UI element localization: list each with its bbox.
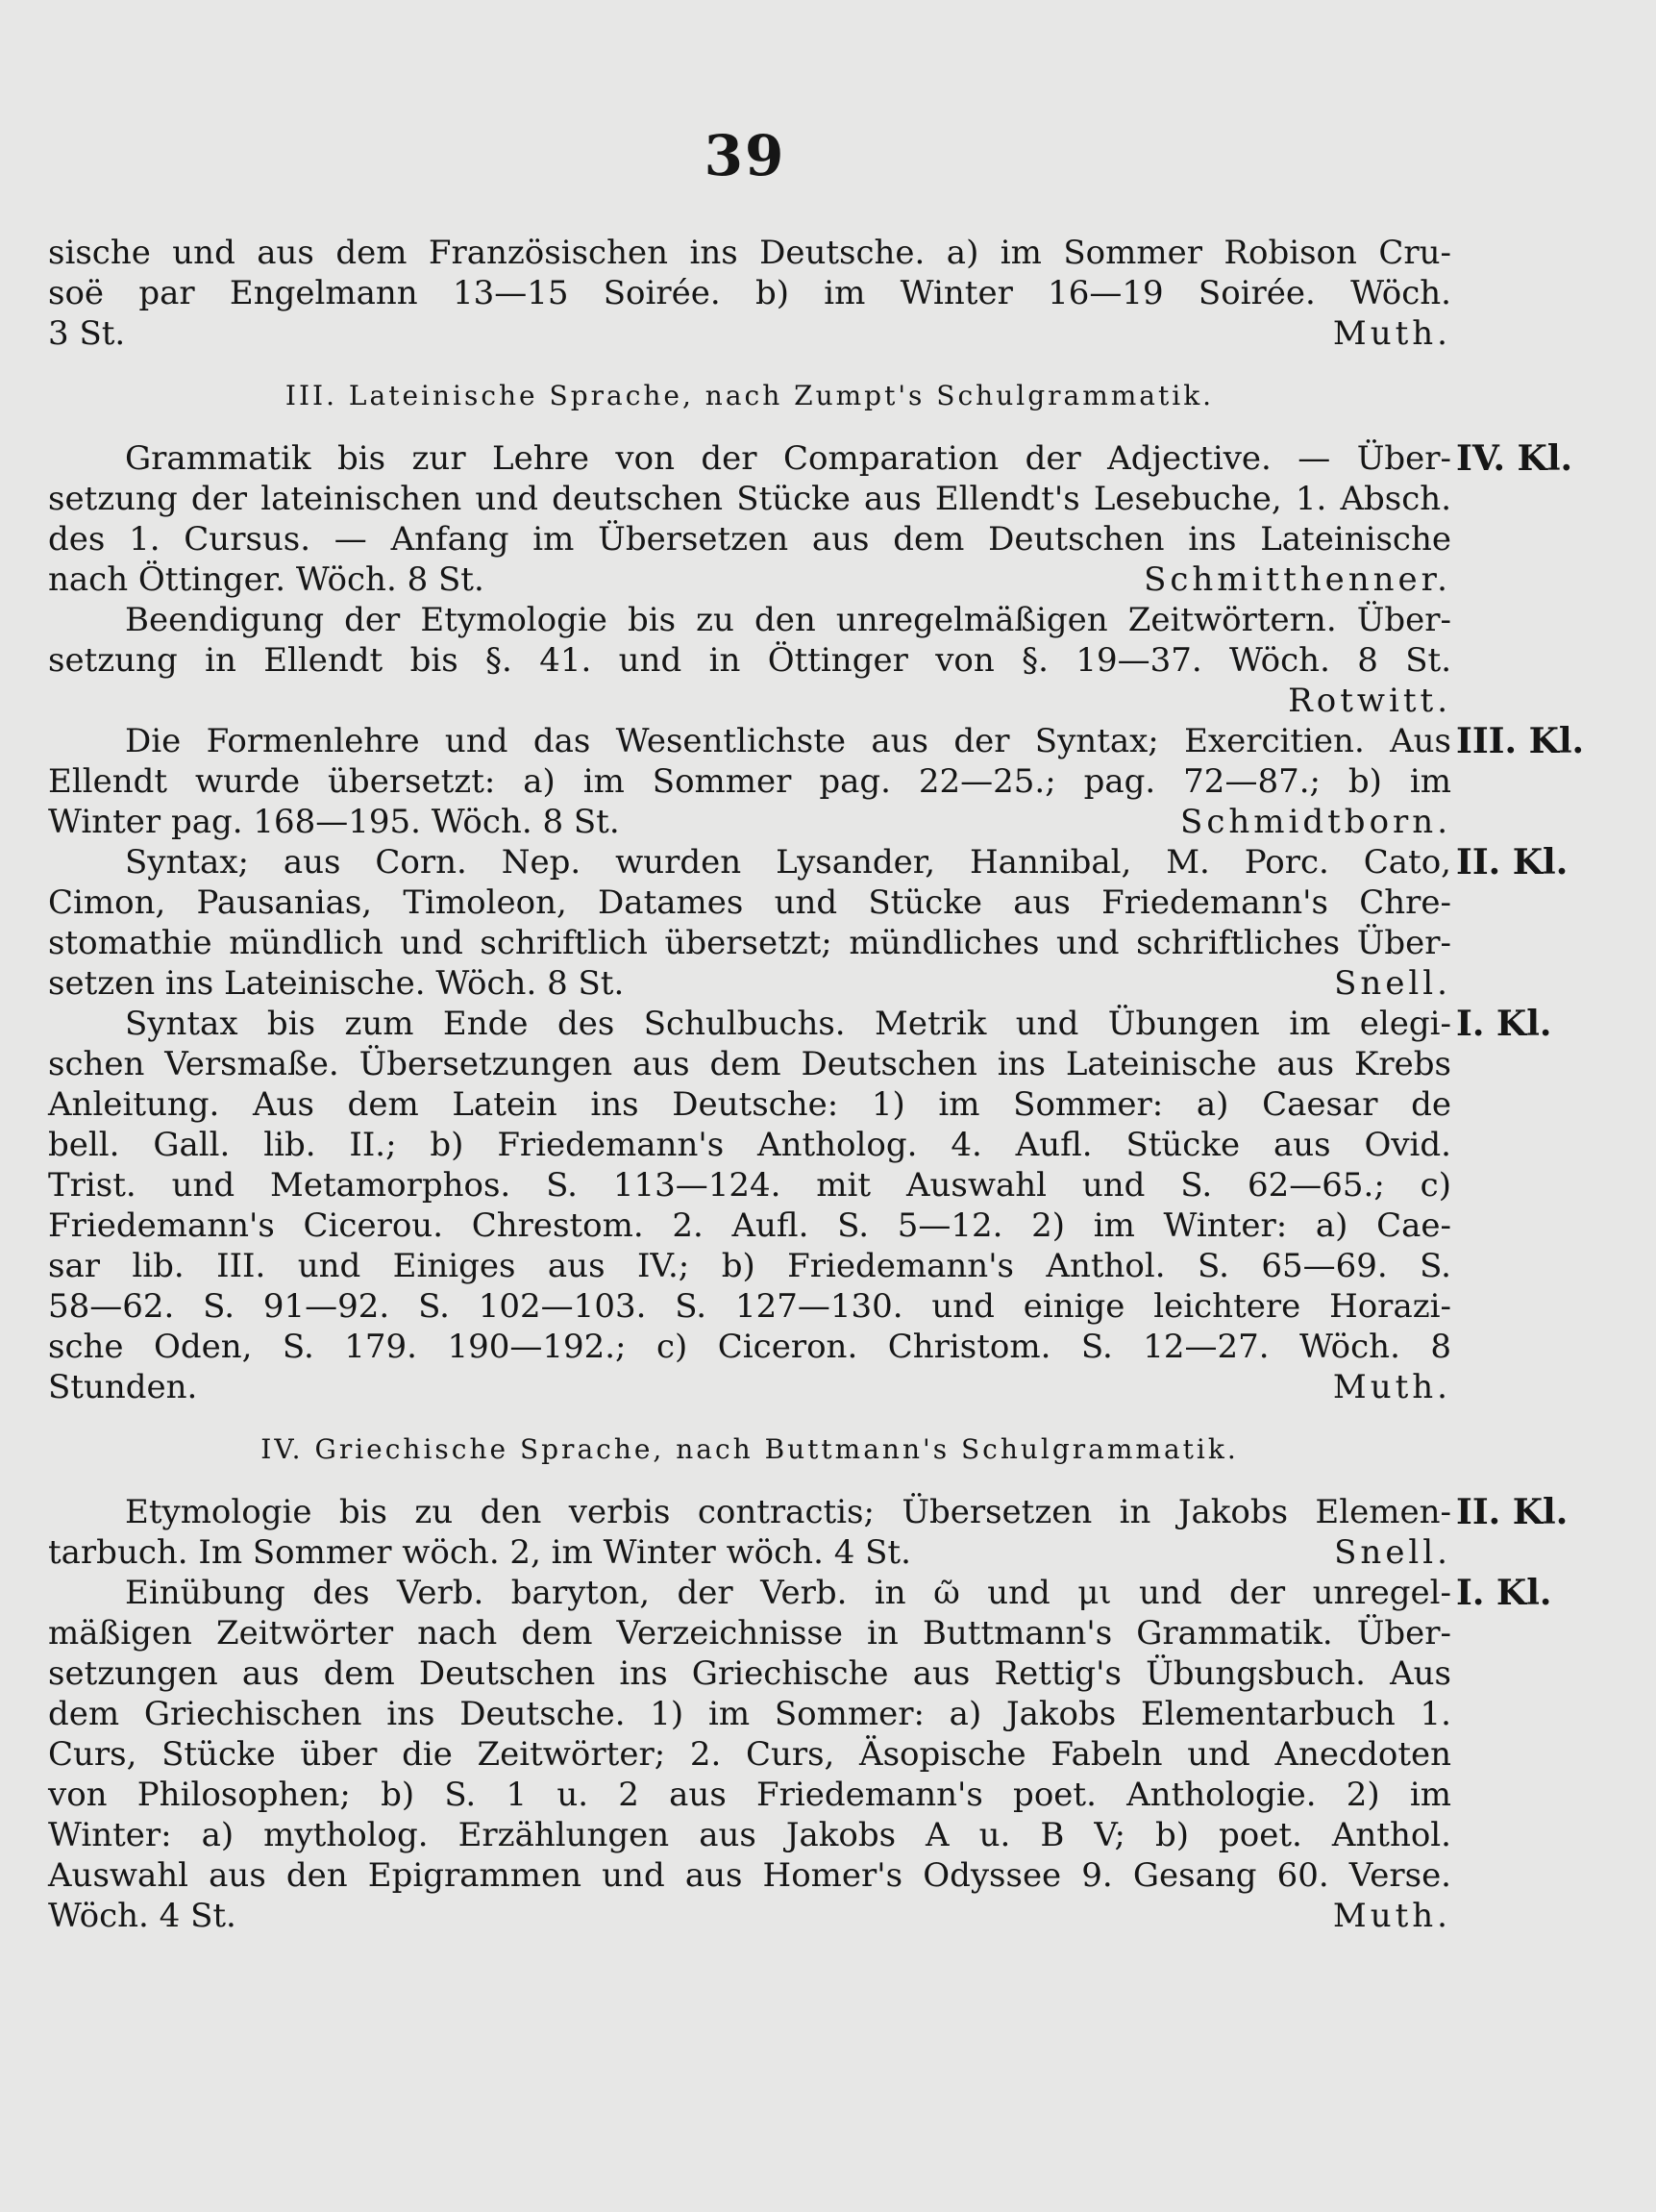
text-line [48,681,1451,721]
section-heading-greek: IV. Griechische Sprache, nach Buttmann's Schulgrammatik. [260,1433,1239,1465]
teacher-signature: Schmidtborn. [1180,803,1451,841]
text-line [48,1532,1451,1573]
teacher-signature: Snell. [1334,1533,1451,1572]
text-line: setzung der lateinischen und deutschen Stücke aus Ellendt's Lesebuche, 1. Absch. [48,480,1451,518]
text-line [48,802,1451,842]
text-line: Cimon, Pausanias, Timoleon, Datames und Stücke aus Friedemann's Chre- [48,883,1451,922]
text-line [48,1367,1451,1407]
text-line: Einübung des Verb. baryton, der Verb. in ῶ und μι und der unregel- [125,1574,1451,1612]
text-line [48,313,1451,354]
text-span: setzen ins Lateinische. Wöch. 8 St. [48,964,625,1003]
text-span: Stunden. [48,1368,198,1406]
text-line: Etymologie bis zu den verbis contractis; Übersetzen in Jakobs Elemen- [125,1493,1451,1531]
text-line: mäßigen Zeitwörter nach dem Verzeichnisse in Buttmann's Grammatik. Über- [48,1614,1451,1653]
text-line: des 1. Cursus. — Anfang im Übersetzen aus dem Deutschen ins Lateinische [48,520,1451,559]
page-number: 39 [704,123,786,188]
teacher-signature: Muth. [1332,1897,1451,1935]
text-line [48,963,1451,1004]
latin-entry-iv: Grammatik bis zur Lehre von der Comparation der Adjective. — Über- IV. Kl. setzung der lateinischen und deutschen Stücke aus Ellendt's Lesebuche, 1. Absch. des 1. Cursus. — Anfang im Übersetzen aus dem Deutschen ins Lateinische nach Öttinger. Wöch. 8 St. Schmitthenner. [48,438,1573,599]
document-body [48,233,1644,1936]
text-line: Syntax bis zum Ende des Schulbuchs. Metrik und Übungen im elegi- [125,1005,1451,1043]
latin-entry-iii: Die Formenlehre und das Wesentlichste aus der Syntax; Exercitien. Aus III. Kl. Ellendt wurde übersetzt: a) im Sommer pag. 22—25.; pag. 72—87.; b) im Winter pag. 168—195. Wöch. 8 St. Schmidtborn. [48,721,1585,841]
greek-entry-i: Einübung des Verb. baryton, der Verb. in ῶ und μι und der unregel- I. Kl. mäßigen Zeitwörter nach dem Verzeichnisse in Buttmann's Grammatik. Über- setzungen aus dem Deutschen ins Griechische aus Rettig's Übungsbuch. Aus dem Griechischen ins Deutsche. 1) im Sommer: a) Jakobs Elementarbuch 1. Curs, Stücke über die Zeitwörter; 2. Curs, Äsopische Fabeln und Anecdoten von Philosophen; b) S. 1 u. 2 aus Friedemann's poet. Anthologie. 2) im Winter: a) mytholog. Erzählungen aus Jakobs A u. B V; b) poet. Anthol. Auswahl aus den Epigrammen und aus Homer's Odyssee 9. Gesang 60. Verse. Wöch. 4 St. Muth. [48,1573,1552,1935]
text-line: sische und aus dem Französischen ins Deutsche. a) im Sommer Robison Cru- [48,234,1451,272]
text-span: Grammatik bis zur Lehre von der Comparation der Adjective. — Über- [125,439,1451,478]
text-line: Anleitung. Aus dem Latein ins Deutsche: 1) im Sommer: a) Caesar de [48,1085,1451,1124]
teacher-signature: Snell. [1334,964,1451,1003]
text-span: 3 St. [48,314,126,353]
text-line: Syntax; aus Corn. Nep. wurden Lysander, Hannibal, M. Porc. Cato, [125,843,1451,882]
teacher-signature: Rotwitt. [1288,682,1451,720]
french-continuation [48,233,1644,354]
text-line: dem Griechischen ins Deutsche. 1) im Sommer: a) Jakobs Elementarbuch 1. [48,1695,1451,1733]
text-line: sche Oden, S. 179. 190—192.; c) Ciceron. Christom. S. 12—27. Wöch. 8 [48,1328,1451,1366]
text-line: von Philosophen; b) S. 1 u. 2 aus Friedemann's poet. Anthologie. 2) im [48,1776,1451,1814]
teacher-signature: Muth. [1332,1368,1451,1406]
text-line: Winter: a) mytholog. Erzählungen aus Jakobs A u. B V; b) poet. Anthol. [48,1816,1451,1854]
text-line: Trist. und Metamorphos. S. 113—124. mit Auswahl und S. 62—65.; c) [48,1166,1451,1205]
text-line: Curs, Stücke über die Zeitwörter; 2. Curs, Äsopische Fabeln und Anecdoten [48,1735,1451,1774]
text-span: tarbuch. Im Sommer wöch. 2, im Winter wöch. 4 St. [48,1533,911,1572]
latin-entry-iv-b [48,600,1644,721]
text-line: stomathie mündlich und schriftlich übersetzt; mündliches und schriftliches Über- [48,924,1451,962]
text-span: nach Öttinger. Wöch. 8 St. [48,560,484,599]
text-line: setzung in Ellendt bis §. 41. und in Öttinger von §. 19—37. Wöch. 8 St. [48,641,1451,680]
teacher-signature: Muth. [1332,314,1451,353]
text-line: sar lib. III. und Einiges aus IV.; b) Friedemann's Anthol. S. 65—69. S. [48,1247,1451,1285]
text-line: bell. Gall. lib. II.; b) Friedemann's Antholog. 4. Aufl. Stücke aus Ovid. [48,1126,1451,1164]
text-span: Winter pag. 168—195. Wöch. 8 St. [48,803,620,841]
text-line: 58—62. S. 91—92. S. 102—103. S. 127—130. und einige leichtere Horazi- [48,1287,1451,1326]
text-line [48,559,1451,600]
teacher-signature: Schmitthenner. [1144,560,1451,599]
text-line: Die Formenlehre und das Wesentlichste aus der Syntax; Exercitien. Aus [125,722,1451,760]
latin-entry-i: Syntax bis zum Ende des Schulbuchs. Metrik und Übungen im elegi- I. Kl. schen Versmaße. Übersetzungen aus dem Deutschen ins Lateinische aus Krebs Anleitung. Aus dem Latein ins Deutsche: 1) im Sommer: a) Caesar de bell. Gall. lib. II.; b) Friedemann's Antholog. 4. Aufl. Stücke aus Ovid. Trist. und Metamorphos. S. 113—124. mit Auswahl und S. 62—65.; c) Friedemann's Cicerou. Chrestom. 2. Aufl. S. 5—12. 2) im Winter: a) Cae- sar lib. III. und Einiges aus IV.; b) Friedemann's Anthol. S. 65—69. S. 58—62. S. 91—92. S. 102—103. S. 127—130. und einige leichtere Horazi- sche Oden, S. 179. 190—192.; c) Ciceron. Christom. S. 12—27. Wöch. 8 Stunden. Muth. [48,1004,1552,1406]
text-line: Friedemann's Cicerou. Chrestom. 2. Aufl. S. 5—12. 2) im Winter: a) Cae- [48,1206,1451,1245]
text-line: Auswahl aus den Epigrammen und aus Homer's Odyssee 9. Gesang 60. Verse. [48,1856,1451,1895]
text-span: Wöch. 4 St. [48,1897,236,1935]
greek-entry-ii: Etymologie bis zu den verbis contractis; Übersetzen in Jakobs Elemen- II. Kl. tarbuch. Im Sommer wöch. 2, im Winter wöch. 4 St. Snell. [48,1492,1569,1572]
latin-entry-ii: Syntax; aus Corn. Nep. wurden Lysander, Hannibal, M. Porc. Cato, II. Kl. Cimon, Pausanias, Timoleon, Datames und Stücke aus Friedemann's Chre- stomathie mündlich und schriftlich übersetzt; mündliches und schriftliches Über- setzen ins Lateinische. Wöch. 8 St. Snell. [48,842,1569,1003]
text-line [48,438,1451,479]
section-heading-latin: III. Lateinische Sprache, nach Zumpt's Schulgrammatik. [284,380,1215,411]
text-line: Ellendt wurde übersetzt: a) im Sommer pag. 22—25.; pag. 72—87.; b) im [48,762,1451,801]
text-line: schen Versmaße. Übersetzungen aus dem Deutschen ins Lateinische aus Krebs [48,1045,1451,1083]
text-line [48,1896,1451,1936]
text-line: soë par Engelmann 13—15 Soirée. b) im Winter 16—19 Soirée. Wöch. [48,274,1451,312]
text-line: setzungen aus dem Deutschen ins Griechische aus Rettig's Übungsbuch. Aus [48,1654,1451,1693]
text-line: Beendigung der Etymologie bis zu den unregelmäßigen Zeitwörtern. Über- [125,601,1451,639]
